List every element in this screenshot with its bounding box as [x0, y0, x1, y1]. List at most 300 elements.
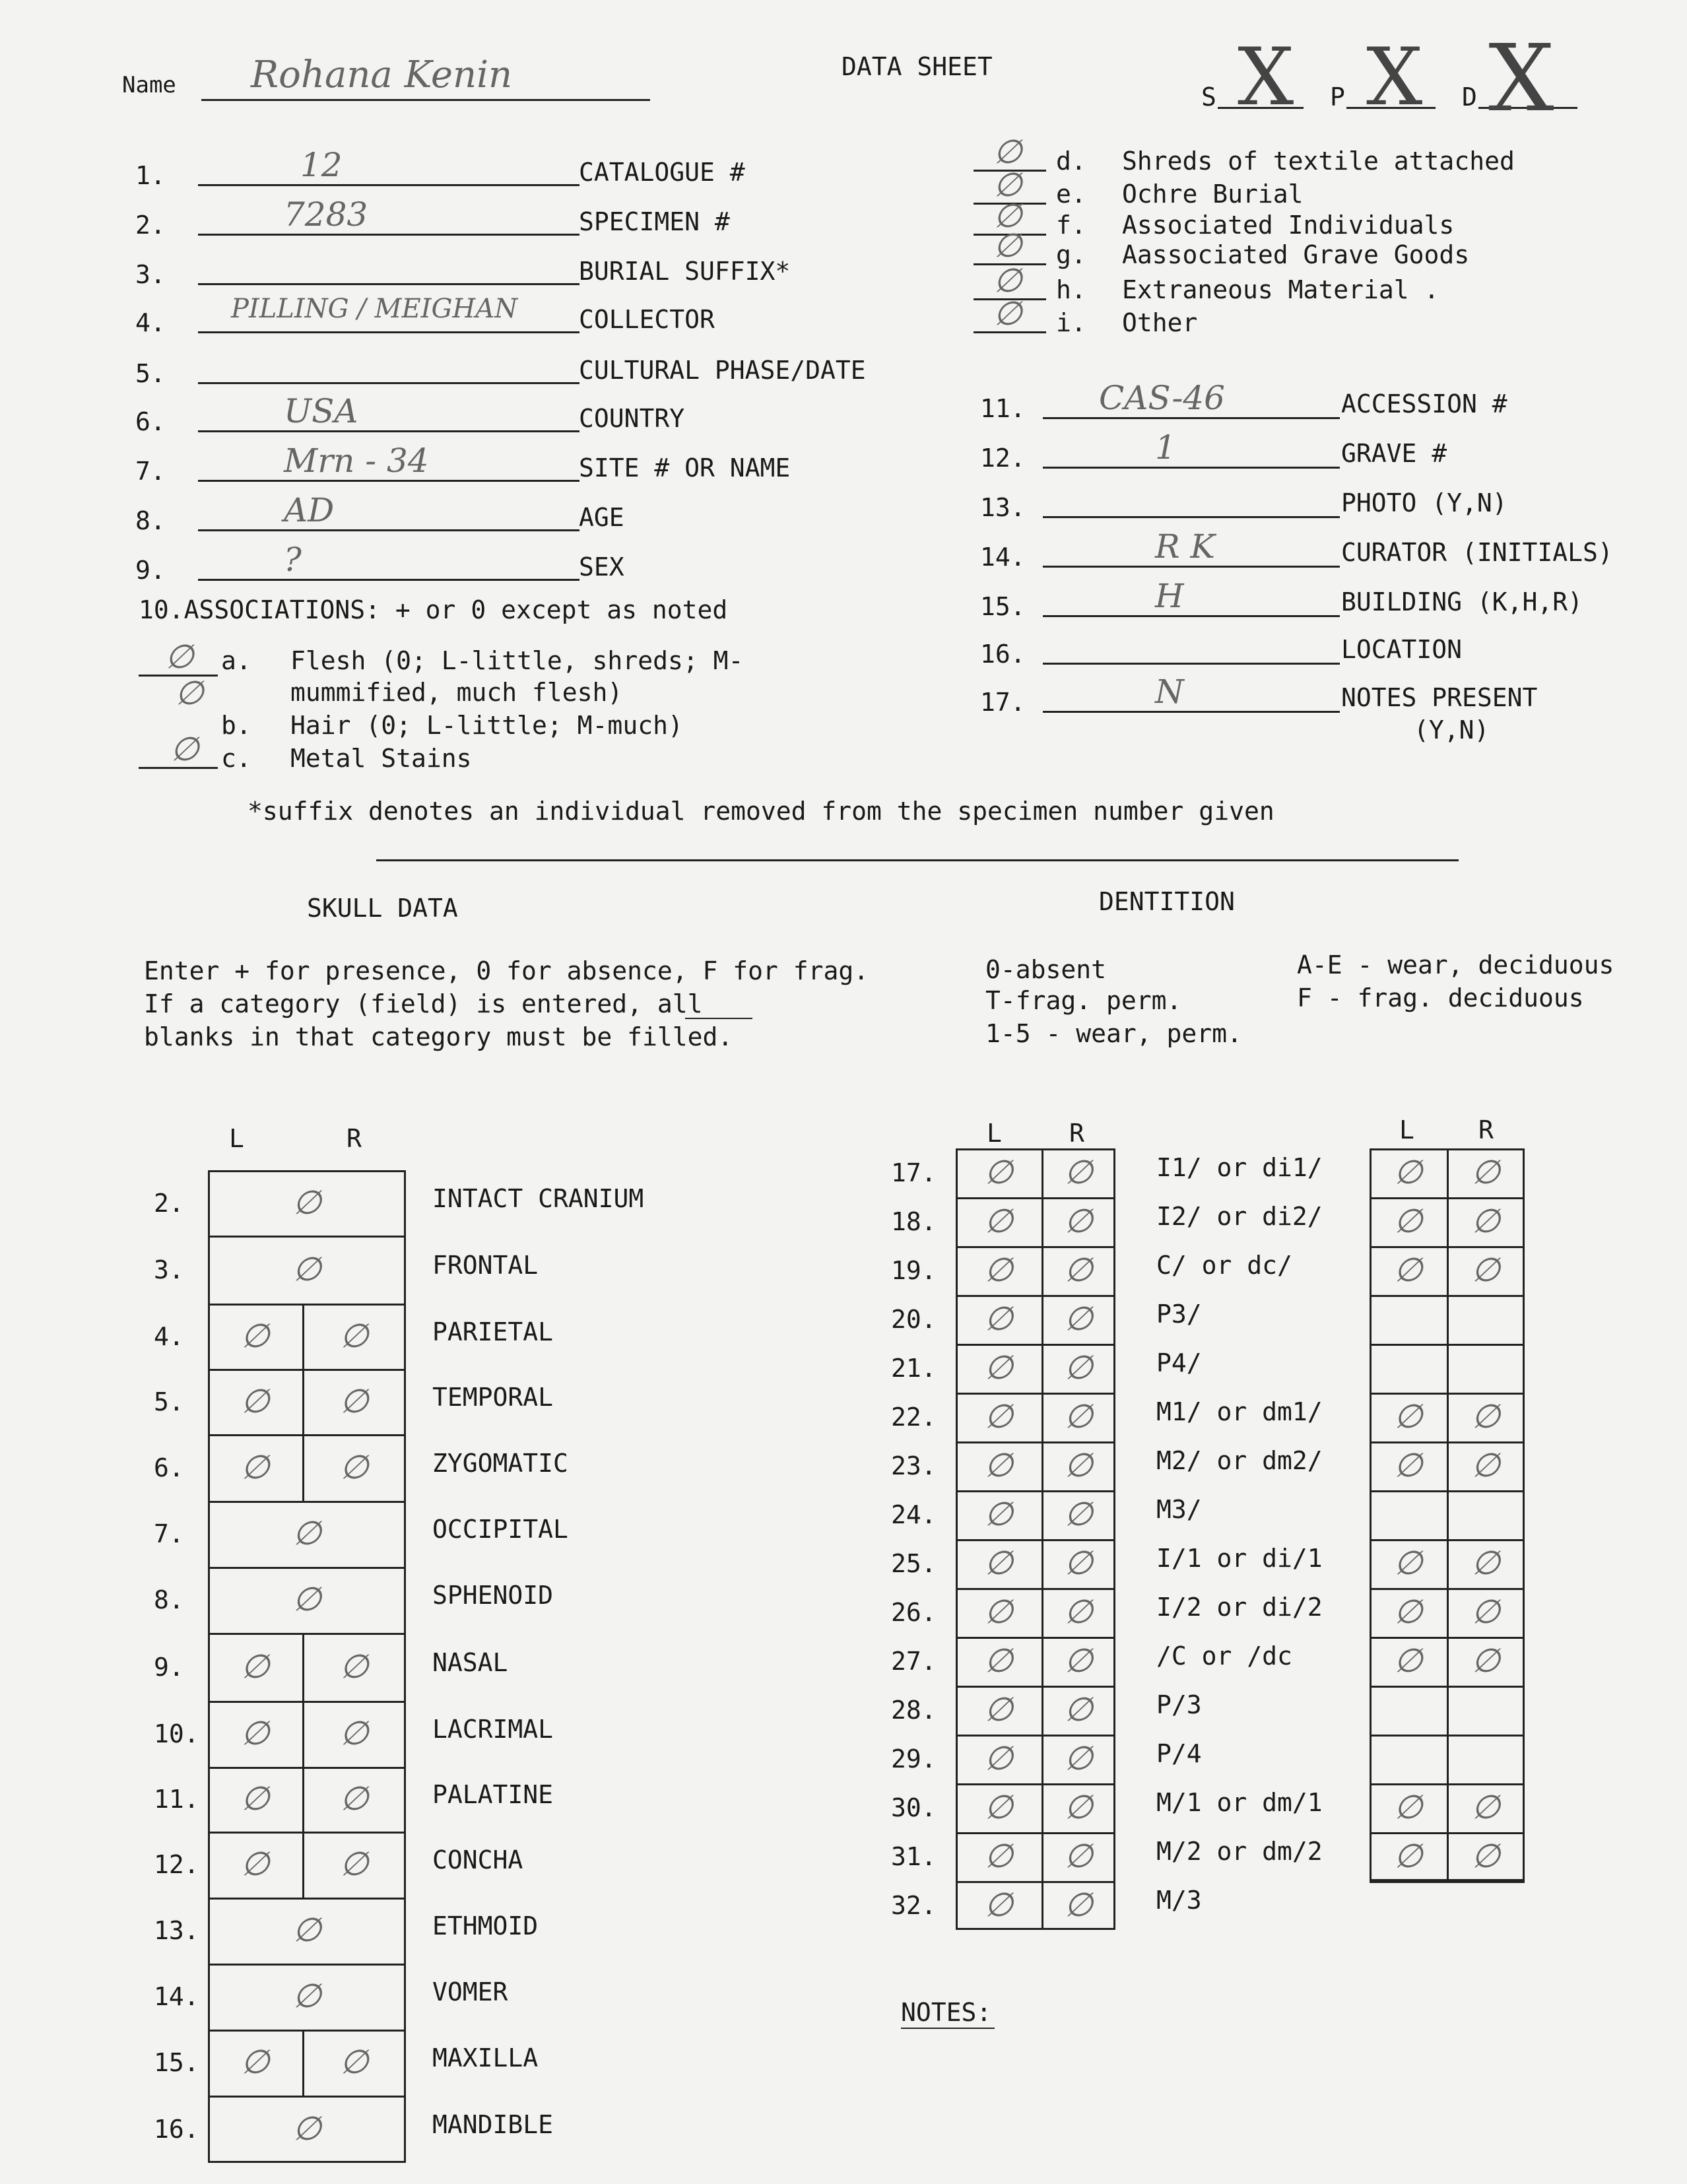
skull-row-number: 9.	[154, 1652, 184, 1682]
assoc-c-value: ∅	[170, 730, 199, 768]
skull-col-r: R	[347, 1124, 362, 1153]
tooth-cell-value: ∅	[984, 1837, 1013, 1875]
tooth-cell-value: ∅	[1064, 1202, 1093, 1240]
field-number: 13.	[980, 493, 1026, 522]
tooth-cell	[1370, 1441, 1447, 1490]
tooth-number: 32.	[891, 1891, 937, 1920]
assoc-a-label: Flesh (0; L-little, shreds; M-	[290, 646, 744, 675]
all-underline	[685, 1018, 752, 1019]
tooth-cell	[1370, 1637, 1447, 1686]
skull-cell-left	[208, 1434, 302, 1501]
tooth-cell	[1042, 1490, 1115, 1539]
tooth-cell-value: ∅	[1064, 1641, 1093, 1680]
assoc-value: ∅	[993, 261, 1022, 300]
tooth-number: 18.	[891, 1207, 937, 1236]
skull-row-number: 7.	[154, 1519, 184, 1548]
field-line	[198, 283, 579, 285]
tooth-cell-value: ∅	[984, 1300, 1013, 1338]
tooth-cell	[1370, 1539, 1447, 1588]
tooth-cell	[1370, 1197, 1447, 1246]
tooth-cell	[956, 1246, 1042, 1295]
skull-cell-right	[302, 1434, 406, 1501]
skull-cell	[208, 1898, 406, 1964]
tooth-cell	[1042, 1393, 1115, 1441]
assoc-a-letter: a.	[221, 646, 251, 675]
skull-cell-value: ∅	[292, 1911, 321, 1949]
skull-cell	[208, 1567, 406, 1633]
tooth-cell	[1042, 1783, 1115, 1832]
skull-heading: SKULL DATA	[307, 894, 458, 923]
tooth-number: 31.	[891, 1842, 937, 1871]
skull-row-label: FRONTAL	[432, 1250, 539, 1280]
tooth-cell	[1042, 1735, 1115, 1783]
tooth-number: 23.	[891, 1451, 937, 1480]
skull-cell-left	[208, 2030, 302, 2096]
skull-cell-value: ∅	[240, 2043, 270, 2081]
skull-cell-right	[302, 1369, 406, 1434]
skull-row-number: 13.	[154, 1916, 199, 1945]
tooth-number: 26.	[891, 1598, 937, 1627]
skull-cell-value: ∅	[240, 1381, 270, 1420]
field-line	[198, 480, 579, 482]
tooth-cell-value: ∅	[1393, 1837, 1423, 1875]
skull-cell-value: ∅	[292, 1183, 321, 1222]
field-value: N	[1155, 673, 1184, 711]
page-title: DATA SHEET	[842, 52, 993, 81]
field-number: 7.	[135, 457, 166, 486]
tooth-label: P/3	[1156, 1690, 1202, 1719]
skull-instruction-1: Enter + for presence, 0 for absence, F for frag.	[144, 956, 869, 985]
tooth-cell-value: ∅	[1393, 1641, 1423, 1680]
tooth-cell-value: ∅	[1471, 1397, 1500, 1436]
tooth-cell-value: ∅	[1064, 1251, 1093, 1289]
skull-row-number: 16.	[154, 2115, 199, 2144]
skull-cell-value: ∅	[240, 1714, 270, 1752]
skull-cell-right	[302, 1633, 406, 1701]
field-label: LOCATION	[1341, 635, 1463, 664]
field-label: (Y,N)	[1414, 715, 1490, 745]
skull-cell-value: ∅	[292, 2109, 321, 2148]
field-label: PHOTO (Y,N)	[1341, 488, 1507, 517]
assoc-value: ∅	[993, 166, 1022, 204]
tooth-number: 19.	[891, 1256, 937, 1285]
field-value: Mrn - 34	[284, 442, 429, 480]
tooth-cell	[1370, 1832, 1447, 1881]
tooth-cell	[1042, 1197, 1115, 1246]
field-line	[1043, 663, 1340, 665]
tooth-cell	[1370, 1246, 1447, 1295]
assoc-letter: i.	[1056, 308, 1086, 337]
skull-cell-value: ∅	[339, 1779, 369, 1818]
tooth-cell-value: ∅	[1064, 1348, 1093, 1387]
assoc-b-letter: b.	[221, 711, 251, 740]
decid-row-divider	[1370, 1881, 1525, 1883]
field-number: 6.	[135, 407, 166, 436]
footnote: *suffix denotes an individual removed from the specimen number given	[248, 797, 1274, 826]
field-line	[198, 331, 579, 333]
tooth-cell-value: ∅	[1393, 1788, 1423, 1826]
tooth-label: M2/ or dm2/	[1156, 1446, 1323, 1475]
tooth-cell-value: ∅	[984, 1495, 1013, 1533]
field-label: NOTES PRESENT	[1341, 683, 1538, 712]
assoc-letter: d.	[1056, 147, 1086, 176]
skull-cell-left	[208, 1701, 302, 1767]
tooth-cell	[1042, 1832, 1115, 1881]
assoc-value: ∅	[993, 294, 1022, 333]
tooth-cell-value: ∅	[1064, 1153, 1093, 1191]
assoc-letter: h.	[1056, 275, 1086, 304]
skull-row-number: 12.	[154, 1850, 199, 1879]
assoc-letter: g.	[1056, 240, 1086, 269]
decid-col-r: R	[1478, 1115, 1494, 1144]
skull-row-label: VOMER	[432, 1977, 508, 2006]
tooth-label: I/2 or di/2	[1156, 1593, 1323, 1622]
field-line	[1043, 467, 1340, 469]
tooth-cell	[1447, 1393, 1525, 1441]
assoc-value: ∅	[993, 226, 1022, 265]
skull-row-label: NASAL	[432, 1647, 508, 1677]
field-value: PILLING / MEIGHAN	[231, 294, 518, 324]
field-label: CATALOGUE #	[579, 158, 745, 187]
field-value: R K	[1155, 527, 1215, 566]
skull-row-label: SPHENOID	[432, 1581, 554, 1610]
assoc-c-letter: c.	[221, 744, 251, 773]
notes-underline	[901, 2028, 995, 2029]
skull-row-number: 10.	[154, 1719, 199, 1748]
skull-cell-value: ∅	[292, 1977, 321, 2015]
skull-cell-right	[302, 1304, 406, 1369]
tooth-cell-value: ∅	[1393, 1397, 1423, 1436]
assoc-c-label: Metal Stains	[290, 744, 472, 773]
dentition-heading: DENTITION	[1099, 887, 1235, 916]
tooth-cell	[1042, 1441, 1115, 1490]
tooth-cell-value: ∅	[984, 1397, 1013, 1436]
skull-cell-left	[208, 1832, 302, 1898]
tooth-cell	[956, 1686, 1042, 1735]
tooth-cell-value: ∅	[1393, 1446, 1423, 1484]
field-line	[198, 184, 579, 186]
field-number: 5.	[135, 359, 166, 388]
field-label: CULTURAL PHASE/DATE	[579, 356, 866, 385]
d-mark: X	[1488, 25, 1554, 133]
skull-cell-right	[302, 1767, 406, 1832]
assoc-label: Extraneous Material .	[1122, 275, 1439, 304]
skull-row-label: ETHMOID	[432, 1911, 539, 1940]
tooth-cell	[956, 1197, 1042, 1246]
skull-cell-value: ∅	[339, 1447, 369, 1486]
tooth-cell	[1447, 1148, 1525, 1197]
tooth-cell	[1447, 1783, 1525, 1832]
decid-row-divider	[1370, 1295, 1525, 1297]
field-label: COLLECTOR	[579, 305, 715, 334]
s-label: S	[1201, 83, 1216, 112]
skull-row-number: 6.	[154, 1453, 184, 1482]
tooth-cell	[1447, 1637, 1525, 1686]
skull-row-label: MANDIBLE	[432, 2110, 554, 2139]
assoc-label: Aassociated Grave Goods	[1122, 240, 1470, 269]
tooth-label: P4/	[1156, 1348, 1202, 1377]
field-value: ?	[284, 541, 302, 579]
tooth-cell-value: ∅	[984, 1446, 1013, 1484]
field-number: 4.	[135, 308, 166, 337]
skull-cell-left	[208, 1633, 302, 1701]
decid-row-divider	[1370, 1686, 1525, 1688]
skull-cell-right	[302, 1701, 406, 1767]
tooth-cell-value: ∅	[984, 1544, 1013, 1582]
field-value: CAS-46	[1099, 379, 1225, 417]
field-number: 9.	[135, 556, 166, 585]
tooth-number: 30.	[891, 1793, 937, 1822]
field-line	[198, 234, 579, 236]
skull-cell-value: ∅	[339, 1714, 369, 1752]
dentition-key-1: 0-absent	[985, 955, 1107, 984]
decid-row-divider	[1370, 1735, 1525, 1737]
tooth-cell	[956, 1490, 1042, 1539]
tooth-cell	[1447, 1539, 1525, 1588]
skull-row-number: 3.	[154, 1255, 184, 1284]
tooth-cell-value: ∅	[1064, 1886, 1093, 1924]
tooth-cell-value: ∅	[1471, 1641, 1500, 1680]
tooth-cell-value: ∅	[984, 1641, 1013, 1680]
skull-row-number: 2.	[154, 1188, 184, 1218]
tooth-number: 28.	[891, 1696, 937, 1725]
field-number: 14.	[980, 543, 1026, 572]
skull-row-label: INTACT CRANIUM	[432, 1183, 644, 1213]
field-number: 1.	[135, 161, 166, 190]
field-value: 7283	[284, 195, 368, 234]
field-label: SEX	[579, 552, 624, 581]
field-value: USA	[284, 392, 358, 430]
skull-row-label: TEMPORAL	[432, 1382, 554, 1412]
tooth-cell-value: ∅	[1064, 1495, 1093, 1533]
tooth-cell	[1042, 1588, 1115, 1637]
assoc-b-label: Hair (0; L-little; M-much)	[290, 711, 683, 740]
assoc-label: Ochre Burial	[1122, 180, 1304, 209]
field-number: 2.	[135, 211, 166, 240]
tooth-number: 20.	[891, 1305, 937, 1334]
tooth-cell-value: ∅	[1064, 1593, 1093, 1631]
field-number: 3.	[135, 260, 166, 289]
tooth-cell-value: ∅	[1471, 1251, 1500, 1289]
tooth-cell-value: ∅	[1393, 1251, 1423, 1289]
skull-cell-value: ∅	[240, 1447, 270, 1486]
skull-cell	[208, 1501, 406, 1567]
skull-cell	[208, 1236, 406, 1304]
decid-row-divider	[1370, 1490, 1525, 1492]
tooth-cell-value: ∅	[1393, 1153, 1423, 1191]
assoc-value: ∅	[993, 133, 1022, 171]
field-line	[1043, 566, 1340, 568]
skull-row-label: PALATINE	[432, 1780, 554, 1809]
tooth-cell	[1370, 1148, 1447, 1197]
tooth-cell	[956, 1637, 1042, 1686]
tooth-cell-value: ∅	[984, 1739, 1013, 1777]
skull-cell-value: ∅	[339, 1845, 369, 1883]
field-number: 8.	[135, 506, 166, 535]
perm-col-l: L	[987, 1119, 1002, 1148]
tooth-cell	[1042, 1295, 1115, 1344]
assoc-label: Shreds of textile attached	[1122, 147, 1515, 176]
tooth-cell-value: ∅	[984, 1788, 1013, 1826]
field-line	[1043, 615, 1340, 617]
tooth-cell	[956, 1539, 1042, 1588]
p-mark: X	[1366, 32, 1423, 123]
dentition-key-5: F - frag. deciduous	[1297, 983, 1584, 1012]
skull-row-label: LACRIMAL	[432, 1715, 554, 1744]
tooth-cell	[1447, 1832, 1525, 1881]
field-value: 1	[1155, 428, 1176, 467]
field-label: GRAVE #	[1341, 439, 1447, 468]
tooth-cell	[1042, 1246, 1115, 1295]
tooth-number: 27.	[891, 1647, 937, 1676]
skull-row-label: ZYGOMATIC	[432, 1448, 568, 1478]
skull-cell	[208, 1170, 406, 1236]
assoc-label: Associated Individuals	[1122, 211, 1455, 240]
field-value: H	[1155, 577, 1184, 615]
tooth-number: 17.	[891, 1158, 937, 1187]
field-label: SPECIMEN #	[579, 207, 730, 236]
tooth-number: 22.	[891, 1403, 937, 1432]
assoc-a-value: ∅	[165, 638, 194, 676]
skull-cell-value: ∅	[240, 1647, 270, 1686]
skull-cell-right	[302, 2030, 406, 2096]
assoc-c-line	[139, 767, 218, 769]
tooth-cell-value: ∅	[1064, 1397, 1093, 1436]
tooth-cell-value: ∅	[1064, 1544, 1093, 1582]
field-label: ACCESSION #	[1341, 389, 1507, 418]
skull-cell-value: ∅	[292, 1580, 321, 1618]
tooth-cell	[1370, 1393, 1447, 1441]
name-value: Rohana Kenin	[251, 53, 513, 96]
tooth-cell-value: ∅	[984, 1348, 1013, 1387]
skull-row-label: MAXILLA	[432, 2043, 539, 2072]
tooth-cell-value: ∅	[1064, 1690, 1093, 1729]
field-label: CURATOR (INITIALS)	[1341, 538, 1613, 567]
tooth-label: I2/ or di2/	[1156, 1202, 1323, 1231]
tooth-cell-value: ∅	[1393, 1593, 1423, 1631]
perm-col-r: R	[1069, 1119, 1084, 1148]
tooth-label: M/2 or dm/2	[1156, 1837, 1323, 1866]
tooth-cell	[1042, 1344, 1115, 1393]
assoc-b-value: ∅	[175, 674, 204, 712]
skull-row-label: CONCHA	[432, 1845, 523, 1874]
tooth-cell-value: ∅	[1064, 1837, 1093, 1875]
skull-cell-right	[302, 1832, 406, 1898]
tooth-cell	[1042, 1637, 1115, 1686]
field-label: SITE # OR NAME	[579, 453, 791, 482]
tooth-cell	[956, 1881, 1042, 1930]
tooth-cell	[1447, 1246, 1525, 1295]
dentition-key-2: T-frag. perm.	[985, 986, 1182, 1015]
tooth-cell	[1042, 1881, 1115, 1930]
field-number: 17.	[980, 688, 1026, 717]
tooth-cell-value: ∅	[1471, 1544, 1500, 1582]
tooth-cell	[956, 1588, 1042, 1637]
field-number: 11.	[980, 394, 1026, 423]
tooth-label: M1/ or dm1/	[1156, 1397, 1323, 1426]
tooth-cell	[956, 1783, 1042, 1832]
tooth-label: /C or /dc	[1156, 1641, 1292, 1671]
tooth-cell-value: ∅	[1471, 1837, 1500, 1875]
skull-cell-value: ∅	[339, 1647, 369, 1686]
skull-row-number: 15.	[154, 2048, 199, 2077]
skull-cell-value: ∅	[292, 1249, 321, 1288]
s-mark: X	[1238, 32, 1294, 123]
dentition-key-4: A-E - wear, deciduous	[1297, 950, 1614, 979]
tooth-number: 24.	[891, 1500, 937, 1529]
tooth-cell-value: ∅	[1064, 1788, 1093, 1826]
tooth-label: I1/ or di1/	[1156, 1153, 1323, 1182]
tooth-cell-value: ∅	[984, 1153, 1013, 1191]
skull-cell-value: ∅	[339, 2043, 369, 2081]
tooth-label: M/1 or dm/1	[1156, 1788, 1323, 1817]
tooth-cell-value: ∅	[1471, 1788, 1500, 1826]
tooth-cell	[956, 1735, 1042, 1783]
skull-cell-value: ∅	[240, 1316, 270, 1355]
field-line	[1043, 711, 1340, 713]
skull-col-l: L	[229, 1124, 244, 1153]
tooth-cell	[956, 1832, 1042, 1881]
skull-row-number: 11.	[154, 1785, 199, 1814]
assoc-value: ∅	[993, 197, 1022, 235]
assoc-letter: f.	[1056, 211, 1086, 240]
skull-cell-value: ∅	[240, 1845, 270, 1883]
tooth-cell-value: ∅	[984, 1690, 1013, 1729]
field-label: BURIAL SUFFIX*	[579, 257, 791, 286]
tooth-cell-value: ∅	[1393, 1202, 1423, 1240]
tooth-cell	[956, 1441, 1042, 1490]
tooth-label: C/ or dc/	[1156, 1251, 1292, 1280]
field-line	[198, 382, 579, 384]
skull-cell	[208, 2096, 406, 2163]
field-line	[198, 579, 579, 581]
tooth-cell	[1447, 1197, 1525, 1246]
tooth-cell-value: ∅	[1064, 1300, 1093, 1338]
tooth-cell-value: ∅	[1393, 1544, 1423, 1582]
skull-cell-left	[208, 1369, 302, 1434]
skull-row-number: 4.	[154, 1321, 184, 1351]
field-label: COUNTRY	[579, 404, 685, 433]
tooth-cell-value: ∅	[1471, 1153, 1500, 1191]
skull-cell	[208, 1964, 406, 2030]
field-number: 12.	[980, 444, 1026, 473]
tooth-label: I/1 or di/1	[1156, 1544, 1323, 1573]
field-line	[1043, 417, 1340, 419]
field-label: BUILDING (K,H,R)	[1341, 587, 1583, 616]
d-label: D	[1462, 83, 1477, 112]
skull-row-number: 8.	[154, 1585, 184, 1614]
tooth-cell-value: ∅	[1471, 1593, 1500, 1631]
assoc-label: Other	[1122, 308, 1198, 337]
assoc-letter: e.	[1056, 180, 1086, 209]
p-label: P	[1330, 83, 1345, 112]
tooth-cell-value: ∅	[984, 1251, 1013, 1289]
dentition-key-3: 1-5 - wear, perm.	[985, 1019, 1242, 1048]
tooth-number: 25.	[891, 1549, 937, 1578]
tooth-cell-value: ∅	[984, 1593, 1013, 1631]
skull-cell-left	[208, 1304, 302, 1369]
tooth-cell	[1042, 1686, 1115, 1735]
skull-cell-value: ∅	[339, 1316, 369, 1355]
skull-instruction-2: If a category (field) is entered, all	[144, 989, 703, 1018]
assoc-a-label2: mummified, much flesh)	[290, 678, 623, 707]
skull-row-label: OCCIPITAL	[432, 1515, 568, 1544]
tooth-cell	[1370, 1783, 1447, 1832]
tooth-cell-value: ∅	[1064, 1446, 1093, 1484]
name-line	[201, 99, 650, 101]
tooth-cell	[1042, 1539, 1115, 1588]
tooth-label: P3/	[1156, 1300, 1202, 1329]
